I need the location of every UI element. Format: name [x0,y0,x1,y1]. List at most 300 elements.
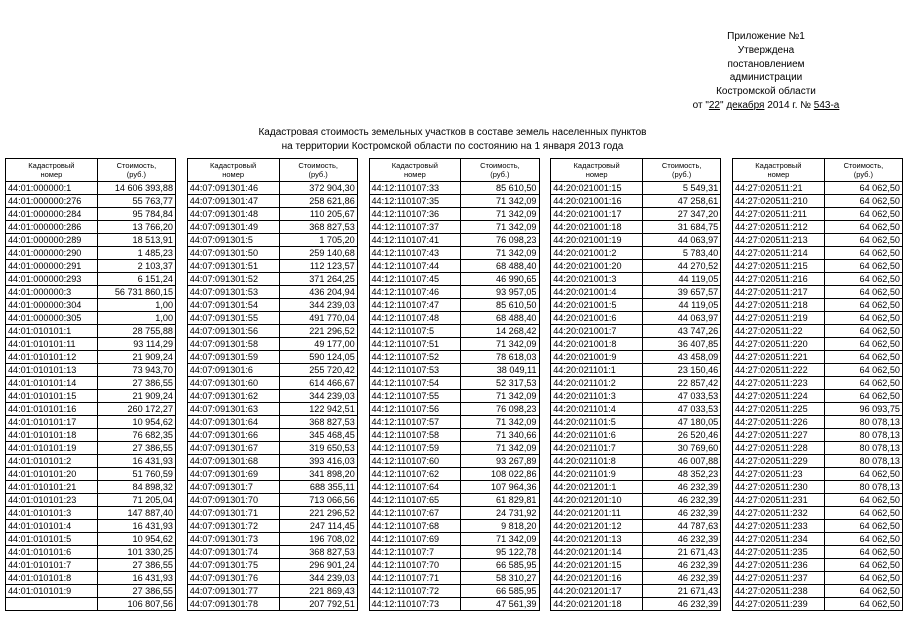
cost-cell: 1,00 [97,299,175,312]
cost-cell: 44 063,97 [643,234,721,247]
table-row [187,221,357,234]
cost-cell: 21 671,43 [643,585,721,598]
cost-cell: 2 103,37 [97,260,175,273]
cadastral-number-header [733,159,825,182]
cost-cell: 64 062,50 [824,247,902,260]
table-row [551,364,721,377]
cost-cell: 71 205,04 [97,494,175,507]
table-row [733,273,903,286]
table-row [551,520,721,533]
cost-cell: 85 610,50 [461,299,539,312]
cadastral-number-cell: 44:01:000000:284 [6,208,98,221]
cost-cell: 344 239,03 [279,299,357,312]
table-row [6,377,176,390]
table-row [6,507,176,520]
cadastral-number-cell: 44:01:010101:3 [6,507,98,520]
cadastral-number-cell: 44:20:021001:5 [551,299,643,312]
table-row [733,546,903,559]
table-row [551,585,721,598]
cadastral-number-cell: 44:27:020511:219 [733,312,825,325]
table-row [733,416,903,429]
cost-cell: 26 520,46 [643,429,721,442]
table-row [369,221,539,234]
cadastral-table-5 [732,158,903,624]
cadastral-number-cell: 44:01:010101:13 [6,364,98,377]
cadastral-number-cell: 44:01:010101:16 [6,403,98,416]
table-row [733,559,903,572]
cost-cell: 55 763,77 [97,195,175,208]
cost-cell: 46 007,88 [643,455,721,468]
cost-cell: 101 330,25 [97,546,175,559]
table-row [733,247,903,260]
table-row [187,533,357,546]
cadastral-number-cell: 44:20:021201:15 [551,559,643,572]
cost-cell: 24 731,92 [461,507,539,520]
title-line-2: на территории Костромской области по состоянию на 1 января 2013 года [281,140,624,152]
cost-cell: 31 684,75 [643,221,721,234]
cadastral-number-cell: 44:27:020511:21 [733,182,825,195]
table-row [551,390,721,403]
table-row [551,208,721,221]
cadastral-number-cell: 44:27:020511:230 [733,481,825,494]
cost-cell: 64 062,50 [824,299,902,312]
table-row [733,390,903,403]
cadastral-number-cell: 44:01:010101:11 [6,338,98,351]
cadastral-number-cell: 44:01:010101:7 [6,559,98,572]
cadastral-number-cell: 44:20:021001:9 [551,351,643,364]
cost-cell: 64 062,50 [824,377,902,390]
table-row [369,273,539,286]
cadastral-number-cell: 44:12:110107:47 [369,299,461,312]
table-row [6,481,176,494]
table-row [6,442,176,455]
table-row [551,533,721,546]
table-row [551,598,721,611]
cost-cell: 95 122,78 [461,546,539,559]
table-row [369,208,539,221]
cost-cell: 93 114,29 [97,338,175,351]
cadastral-number-cell [6,598,98,611]
cadastral-number-header-line: Кадастровый [391,160,438,170]
cadastral-number-cell: 44:20:021201:16 [551,572,643,585]
resolution-number: 543-а [813,99,840,111]
cost-cell: 122 942,51 [279,403,357,416]
cost-cell: 436 204,94 [279,286,357,299]
table-row [187,546,357,559]
cadastral-number-cell: 44:07:091301:62 [187,390,279,403]
cost-header [279,159,357,182]
cost-cell: 47 258,61 [643,195,721,208]
cadastral-number-cell: 44:12:110107:53 [369,364,461,377]
cost-cell: 47 180,05 [643,416,721,429]
cadastral-number-cell: 44:12:110107:56 [369,403,461,416]
cadastral-number-cell: 44:20:021001:20 [551,260,643,273]
cost-cell: 221 869,43 [279,585,357,598]
cadastral-number-cell: 44:07:091301:47 [187,195,279,208]
cost-cell: 64 062,50 [824,520,902,533]
cost-cell: 48 352,23 [643,468,721,481]
cadastral-number-cell: 44:12:110107:43 [369,247,461,260]
cost-cell: 6 151,24 [97,273,175,286]
table-row [369,403,539,416]
table-row [187,585,357,598]
cost-cell: 71 342,09 [461,247,539,260]
cadastral-number-cell: 44:20:021201:13 [551,533,643,546]
cost-table [732,158,903,611]
cadastral-number-cell: 44:07:091301:68 [187,455,279,468]
table-row [187,377,357,390]
cost-cell: 71 342,09 [461,390,539,403]
cadastral-number-cell: 44:12:110107:69 [369,533,461,546]
cadastral-number-cell: 44:01:010101:17 [6,416,98,429]
table-row [733,299,903,312]
cost-cell: 96 093,75 [824,403,902,416]
cost-table [5,158,176,611]
table-row [551,351,721,364]
table-row [551,468,721,481]
cost-cell: 95 784,84 [97,208,175,221]
cadastral-number-cell: 44:01:000000:290 [6,247,98,260]
date-year: 2014 г. № [764,99,814,111]
table-row [733,325,903,338]
cost-cell: 46 232,39 [643,494,721,507]
cost-cell: 368 827,53 [279,546,357,559]
cadastral-number-cell: 44:12:110107:46 [369,286,461,299]
cadastral-number-cell: 44:27:020511:221 [733,351,825,364]
table-row [733,481,903,494]
document-title [0,126,905,153]
cadastral-number-cell: 44:12:110107:44 [369,260,461,273]
cadastral-number-cell: 44:07:091301:58 [187,338,279,351]
cost-cell: 46 232,39 [643,481,721,494]
cost-cell: 1,00 [97,312,175,325]
table-row [369,442,539,455]
table-row [551,299,721,312]
table-row [187,312,357,325]
cadastral-number-cell: 44:12:110107:58 [369,429,461,442]
table-row [6,455,176,468]
cost-cell: 47 561,39 [461,598,539,611]
table-row [187,182,357,195]
cadastral-number-cell: 44:12:110107:45 [369,273,461,286]
table-row [369,377,539,390]
cost-cell: 66 585,95 [461,585,539,598]
cadastral-number-cell: 44:27:020511:232 [733,507,825,520]
cadastral-number-cell: 44:12:110107:68 [369,520,461,533]
cadastral-number-cell: 44:07:091301:49 [187,221,279,234]
cadastral-number-cell: 44:01:000000:291 [6,260,98,273]
table-row [187,403,357,416]
table-row [369,299,539,312]
cadastral-number-cell: 44:07:091301:60 [187,377,279,390]
cost-cell: 64 062,50 [824,182,902,195]
table-row [187,481,357,494]
cadastral-number-cell: 44:01:010101:20 [6,468,98,481]
cadastral-number-cell: 44:07:091301:64 [187,416,279,429]
cost-cell: 68 488,40 [461,260,539,273]
administration-label: администрации [729,72,803,84]
cost-cell: 372 904,30 [279,182,357,195]
date-mid: " [720,99,727,111]
table-row [6,494,176,507]
table-row [6,572,176,585]
cost-cell: 196 708,02 [279,533,357,546]
cost-cell: 71 340,66 [461,429,539,442]
table-row [551,442,721,455]
cadastral-number-cell: 44:27:020511:214 [733,247,825,260]
cost-cell: 43 458,09 [643,351,721,364]
cadastral-number-cell: 44:20:021001:7 [551,325,643,338]
cadastral-number-header-line: Кадастровый [755,160,802,170]
cadastral-number-cell: 44:12:110107:51 [369,338,461,351]
cost-cell: 76 098,23 [461,234,539,247]
table-row [733,377,903,390]
cost-cell: 80 078,13 [824,481,902,494]
cost-cell: 21 671,43 [643,546,721,559]
cadastral-number-cell: 44:01:000000:293 [6,273,98,286]
cadastral-number-cell: 44:27:020511:233 [733,520,825,533]
cadastral-number-cell: 44:01:010101:9 [6,585,98,598]
table-row [369,325,539,338]
cost-cell: 85 610,50 [461,182,539,195]
cost-cell: 46 232,39 [643,507,721,520]
cadastral-number-cell: 44:01:010101:1 [6,325,98,338]
table-row [187,351,357,364]
cost-cell: 84 898,32 [97,481,175,494]
table-row [551,312,721,325]
table-row [369,195,539,208]
cost-cell: 46 232,39 [643,533,721,546]
appendix-label: Приложение №1 [727,31,805,42]
cadastral-number-cell: 44:01:010101:15 [6,390,98,403]
table-row [551,221,721,234]
table-row [733,260,903,273]
table-row [369,338,539,351]
table-row [187,234,357,247]
table-row [733,286,903,299]
cadastral-number-header [187,159,279,182]
table-row [6,299,176,312]
cadastral-number-cell: 44:01:000000:286 [6,221,98,234]
cadastral-number-cell: 44:20:021001:18 [551,221,643,234]
cost-cell: 71 342,09 [461,208,539,221]
cost-cell: 71 342,09 [461,221,539,234]
resolution-label: постановлением [727,58,805,70]
table-row [369,260,539,273]
cadastral-number-cell: 44:07:091301:66 [187,429,279,442]
cadastral-number-cell: 44:07:091301:48 [187,208,279,221]
table-row [187,299,357,312]
cadastral-number-cell: 44:01:010101:8 [6,572,98,585]
cadastral-number-cell: 44:20:021101:9 [551,468,643,481]
table-row [369,559,539,572]
cost-cell: 27 386,55 [97,377,175,390]
cadastral-number-cell: 44:01:000000:3 [6,286,98,299]
header-row [187,159,357,182]
cost-cell: 368 827,53 [279,221,357,234]
table-row [733,494,903,507]
cadastral-number-cell: 44:01:010101:18 [6,429,98,442]
cadastral-number-cell: 44:07:091301:69 [187,468,279,481]
cadastral-number-cell: 44:12:110107:65 [369,494,461,507]
table-row [369,468,539,481]
table-row [551,234,721,247]
cost-cell: 49 177,00 [279,338,357,351]
cost-table [550,158,721,611]
table-row [6,390,176,403]
cadastral-number-cell: 44:20:021001:4 [551,286,643,299]
table-row [369,247,539,260]
table-row [551,572,721,585]
approved-label: Утверждена [737,44,795,56]
cadastral-number-cell: 44:20:021201:10 [551,494,643,507]
table-row [6,364,176,377]
cost-cell: 93 267,89 [461,455,539,468]
cadastral-table-3 [369,158,540,624]
cost-cell: 64 062,50 [824,533,902,546]
cost-header-line: Стоимость, [843,160,884,170]
cadastral-number-cell: 44:12:110107:72 [369,585,461,598]
cadastral-number-header [6,159,98,182]
cadastral-number-header-line: Кадастровый [573,160,620,170]
table-row [6,325,176,338]
table-row [733,338,903,351]
cadastral-number-cell: 44:01:010101:23 [6,494,98,507]
cadastral-number-header-line: номер [222,170,245,179]
header-row [733,159,903,182]
table-row [187,286,357,299]
cadastral-number-cell: 44:27:020511:225 [733,403,825,416]
table-row [733,208,903,221]
cadastral-number-cell: 44:27:020511:217 [733,286,825,299]
cadastral-number-cell: 44:01:010101:4 [6,520,98,533]
table-row [369,286,539,299]
cadastral-number-cell: 44:27:020511:231 [733,494,825,507]
table-row [187,507,357,520]
cadastral-number-cell: 44:12:110107:36 [369,208,461,221]
cadastral-number-cell: 44:07:091301:59 [187,351,279,364]
cost-cell: 56 731 860,15 [97,286,175,299]
table-row [6,403,176,416]
table-row [551,546,721,559]
cost-cell: 14 268,42 [461,325,539,338]
cadastral-number-cell: 44:12:110107:5 [369,325,461,338]
cadastral-number-cell: 44:07:091301:76 [187,572,279,585]
cadastral-number-cell: 44:27:020511:234 [733,533,825,546]
cadastral-number-cell: 44:27:020511:226 [733,416,825,429]
table-row [369,429,539,442]
cadastral-number-header-line: номер [585,170,608,179]
cadastral-number-cell: 44:01:010101:19 [6,442,98,455]
cadastral-table-1 [5,158,176,624]
cost-cell: 46 232,39 [643,572,721,585]
cost-cell: 64 062,50 [824,312,902,325]
cost-cell: 58 310,27 [461,572,539,585]
cadastral-number-cell: 44:12:110107:71 [369,572,461,585]
cost-cell: 614 466,67 [279,377,357,390]
cadastral-number-cell: 44:07:091301:55 [187,312,279,325]
cost-cell: 76 682,35 [97,429,175,442]
table-row [733,455,903,468]
table-row [6,286,176,299]
cost-cell: 44 787,63 [643,520,721,533]
cost-cell: 27 386,55 [97,559,175,572]
cost-cell: 64 062,50 [824,208,902,221]
table-row [6,416,176,429]
cadastral-number-cell: 44:20:021201:1 [551,481,643,494]
table-row [551,494,721,507]
cadastral-number-cell: 44:12:110107:35 [369,195,461,208]
table-row [733,195,903,208]
cost-cell: 112 123,57 [279,260,357,273]
table-row [6,312,176,325]
table-row [187,494,357,507]
cost-cell: 39 657,57 [643,286,721,299]
cadastral-number-cell: 44:07:091301:6 [187,364,279,377]
cost-cell: 16 431,93 [97,572,175,585]
cost-header-line: Стоимость, [661,160,702,170]
table-row [187,364,357,377]
cadastral-table-2 [187,158,358,624]
cadastral-number-cell: 44:27:020511:228 [733,442,825,455]
cadastral-number-cell: 44:20:021101:4 [551,403,643,416]
table-row [733,468,903,481]
cost-cell: 5 783,40 [643,247,721,260]
date-prefix: от " [692,99,709,111]
cost-cell: 80 078,13 [824,429,902,442]
cost-cell: 64 062,50 [824,286,902,299]
cadastral-number-cell: 44:01:010101:14 [6,377,98,390]
cost-cell: 64 062,50 [824,338,902,351]
cost-cell: 260 172,27 [97,403,175,416]
table-row [733,221,903,234]
cadastral-number-cell: 44:07:091301:74 [187,546,279,559]
table-row [733,572,903,585]
cadastral-number-cell: 44:20:021101:8 [551,455,643,468]
cost-cell: 38 049,11 [461,364,539,377]
cost-cell: 44 270,52 [643,260,721,273]
cost-cell: 221 296,52 [279,507,357,520]
cadastral-number-cell: 44:27:020511:215 [733,260,825,273]
cost-cell: 64 062,50 [824,559,902,572]
cost-header-line: Стоимость, [298,160,338,170]
header-row [551,159,721,182]
title-line-1: Кадастровая стоимость земельных участков в составе земель населенных пунктов [258,127,647,138]
cadastral-number-cell: 44:27:020511:237 [733,572,825,585]
cost-header-line: (руб.) [308,170,328,179]
cost-cell: 16 431,93 [97,520,175,533]
cost-cell: 247 114,45 [279,520,357,533]
cadastral-number-cell: 44:27:020511:210 [733,195,825,208]
table-row [551,338,721,351]
table-row [6,468,176,481]
cost-cell: 68 488,40 [461,312,539,325]
cost-cell: 80 078,13 [824,442,902,455]
cadastral-number-cell: 44:20:021101:3 [551,390,643,403]
cadastral-number-cell: 44:01:010101:5 [6,533,98,546]
cost-header-line: (руб.) [853,170,874,179]
cost-cell: 107 964,36 [461,481,539,494]
cadastral-number-cell: 44:27:020511:213 [733,234,825,247]
cadastral-number-cell: 44:07:091301:7 [187,481,279,494]
table-row [187,195,357,208]
cost-cell: 73 943,70 [97,364,175,377]
cadastral-number-cell: 44:12:110107:62 [369,468,461,481]
cost-cell: 713 066,56 [279,494,357,507]
table-row [551,260,721,273]
cadastral-number-cell: 44:07:091301:77 [187,585,279,598]
table-row [551,286,721,299]
